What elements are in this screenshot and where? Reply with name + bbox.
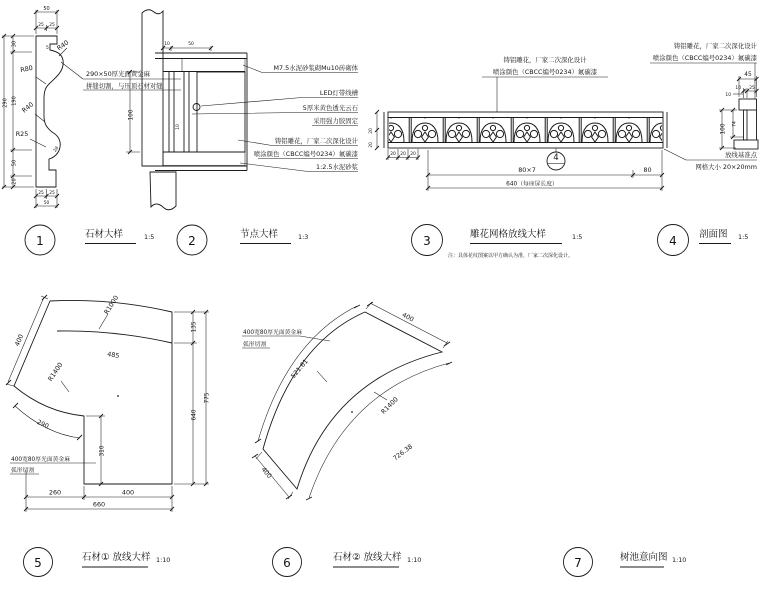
- stone2-center-mark: [351, 411, 353, 413]
- d5-dim-660: 660: [92, 500, 106, 509]
- detail-title-2: 节点大样: [240, 229, 279, 240]
- d3-dim-80: 80: [643, 166, 652, 174]
- stone2-outline: [263, 312, 442, 489]
- d6-radius-r1400: R1400: [379, 395, 400, 416]
- callout-number-3: 3: [423, 234, 431, 248]
- detail-scale-5: 1:10: [156, 556, 171, 564]
- d2-annotation-glue: 采用强力胶固定: [313, 117, 358, 125]
- detail-scale-7: 1:10: [672, 556, 687, 564]
- callout-number-7: 7: [574, 556, 582, 570]
- d5-dim-400-end: 400: [13, 333, 26, 348]
- d2-annotation-mortar-brick: M7.5水泥砂浆砌Mu10砖砌体: [273, 64, 358, 72]
- d3-dim-20-left-a: 20: [369, 128, 374, 134]
- d1-radius-r80: R80: [19, 63, 34, 75]
- detail-title-5: 石材① 放线大样: [82, 552, 151, 563]
- detail-4-section: [650, 41, 759, 171]
- d5-dim-135: 135: [191, 321, 198, 333]
- d5-dim-775: 775: [204, 392, 211, 404]
- d3-dim-20-chain-b: 20: [400, 152, 406, 157]
- detail-title-1: 石材大样: [85, 229, 124, 240]
- concrete-band-top: [182, 59, 245, 72]
- d4-dim-74: 74: [732, 121, 738, 127]
- detail-5-stone1-plan: [6, 294, 211, 512]
- d5-dim-310: 310: [99, 445, 106, 457]
- d6-dim-400-bottom: 400: [259, 465, 274, 480]
- d1-radius-r40-top: R40: [55, 38, 71, 53]
- d2-annotation-led: LED灯带线槽: [319, 89, 358, 97]
- detail-title-7: 树池意向图: [620, 552, 668, 563]
- detail-callouts: [24, 225, 749, 577]
- d3-dim-20-chain-a: 20: [390, 152, 396, 157]
- led-slot-marker: [193, 104, 200, 111]
- d5-radius-r1400: R1400: [46, 361, 65, 383]
- d3-dim-640: 640（每座屏长度）: [506, 181, 558, 188]
- d1-dim-50-left: 50: [11, 159, 18, 167]
- d1-dim-190: 190: [11, 96, 18, 106]
- stone-profile-shape: [36, 36, 63, 187]
- d2-dim-10-top: 10: [164, 42, 170, 47]
- d4-dim-25: 25: [749, 86, 755, 91]
- callout-number-6: 6: [283, 556, 291, 570]
- d5-dim-400-bottom: 400: [121, 488, 135, 497]
- d3-dim-20-left-b: 20: [369, 142, 374, 148]
- detail-scale-2: 1:3: [298, 233, 309, 241]
- d5-dim-640: 640: [191, 409, 198, 421]
- d1-dim-30: 30: [11, 40, 18, 48]
- d3-annotation-paint: 喷涂颜色（CBCC编号0234）氟碳漆: [492, 68, 598, 76]
- section-plate: [744, 110, 748, 140]
- d5-dim-485: 485: [106, 350, 120, 360]
- d2-dim-10-slot: 10: [176, 124, 181, 130]
- d5-dim-260: 260: [48, 488, 62, 497]
- grille-ornament-pattern: [389, 118, 662, 142]
- d1-dim-b25b: 25: [49, 191, 55, 196]
- d1-dim-5: 5: [46, 46, 49, 51]
- d3-annotation-cast-aluminum: 铸铝雕花，厂家二次深化设计: [503, 56, 587, 64]
- d2-annotation-cast-aluminum: 铸铝雕花，厂家二次深化设计: [274, 137, 358, 145]
- callout-number-4: 4: [669, 234, 677, 248]
- d1-annotation-material: 290×50厚光面黄金麻: [86, 70, 151, 78]
- d2-annotation-cement: 1:2.5水泥砂浆: [316, 163, 358, 171]
- section-ref-number: 4: [553, 153, 559, 163]
- section-top-cap: [739, 99, 757, 110]
- d4-dim-10b: 10: [725, 93, 731, 98]
- d3-dim-80x7: 80×7: [518, 166, 536, 174]
- d4-dim-10a: 10: [735, 86, 741, 91]
- d3-dim-20-chain-c: 20: [410, 152, 416, 157]
- d4-dim-100: 100: [720, 123, 727, 135]
- d1-dim-b50: 50: [43, 201, 50, 206]
- d6-dim-521: 521.61: [289, 357, 310, 380]
- detail-3-grille-elevation: [368, 55, 667, 191]
- d6-annotation-cut: 弧形切割: [243, 342, 267, 348]
- d1-dim-290: 290: [2, 98, 9, 108]
- d4-datum-point-label: 放线基准点: [725, 151, 757, 159]
- d4-grid-size-label: 网格大小 20×20mm: [695, 163, 757, 171]
- detail-scale-3: 1:5: [572, 233, 583, 241]
- footing-hatch: [150, 172, 176, 210]
- d1-radius-r40-mid: R40: [20, 100, 36, 115]
- callout-number-5: 5: [34, 556, 42, 570]
- d1-dim-25b: 25: [49, 23, 55, 28]
- d5-dim-290: 290: [35, 417, 51, 431]
- detail-6-stone2-plan: [141, 302, 452, 598]
- d5-annotation-cut: 弧形切割: [11, 468, 35, 474]
- detail-1-stone-profile: [2, 6, 181, 208]
- detail-scale-4: 1:5: [738, 233, 749, 241]
- d6-annotation-material: 400宽80厚光面黄金麻: [243, 330, 303, 336]
- d1-dim-top-50: 50: [43, 6, 50, 12]
- d1-dim-20: 20: [11, 178, 18, 185]
- section-base: [734, 140, 758, 149]
- detail-2-node-section: [126, 10, 359, 210]
- callout-number-1: 1: [36, 234, 44, 248]
- d4-annotation-cast-aluminum: 铸铝雕花，厂家二次深化设计: [673, 42, 757, 50]
- detail-3-note: 注：具体花纹图案以甲方确认为准，厂家二次深化设计。: [448, 253, 574, 259]
- d2-annotation-marble: 5厚米黄色透光云石: [302, 104, 358, 112]
- detail-scale-6: 1:10: [407, 556, 422, 564]
- d1-annotation-cut: 拼缝切割，与压顶石材对缝: [86, 82, 163, 90]
- d1-dim-b25a: 25: [38, 191, 44, 196]
- detail-title-4: 剖面图: [699, 229, 728, 240]
- detail-title-3: 雕花网格放线大样: [470, 229, 547, 240]
- d1-dim-28: 28: [52, 145, 61, 154]
- d5-radius-r1000: R1000: [102, 294, 121, 316]
- detail-scale-1: 1:5: [144, 233, 155, 241]
- d5-annotation-material: 400宽80厚光面黄金麻: [11, 457, 71, 463]
- d1-dim-25a: 25: [38, 23, 44, 28]
- stone1-center-mark: [117, 395, 119, 397]
- callout-number-2: 2: [188, 234, 196, 248]
- d2-dim-100: 100: [128, 109, 135, 121]
- detail-title-6: 石材② 放线大样: [333, 552, 402, 563]
- masonry-block: [197, 72, 245, 152]
- d1-radius-r25: R25: [15, 130, 29, 138]
- d2-annotation-paint: 喷涂颜色（CBCC编号0234）氟碳漆: [253, 150, 358, 158]
- concrete-band-bottom: [163, 152, 245, 166]
- d4-annotation-paint: 喷涂颜色（CBCC编号0234）氟碳漆: [652, 54, 757, 62]
- d4-dim-45: 45: [744, 72, 752, 78]
- d2-dim-50-top: 50: [188, 42, 194, 47]
- d6-dim-726: 726.38: [391, 442, 415, 463]
- d6-dim-400-top: 400: [400, 310, 416, 324]
